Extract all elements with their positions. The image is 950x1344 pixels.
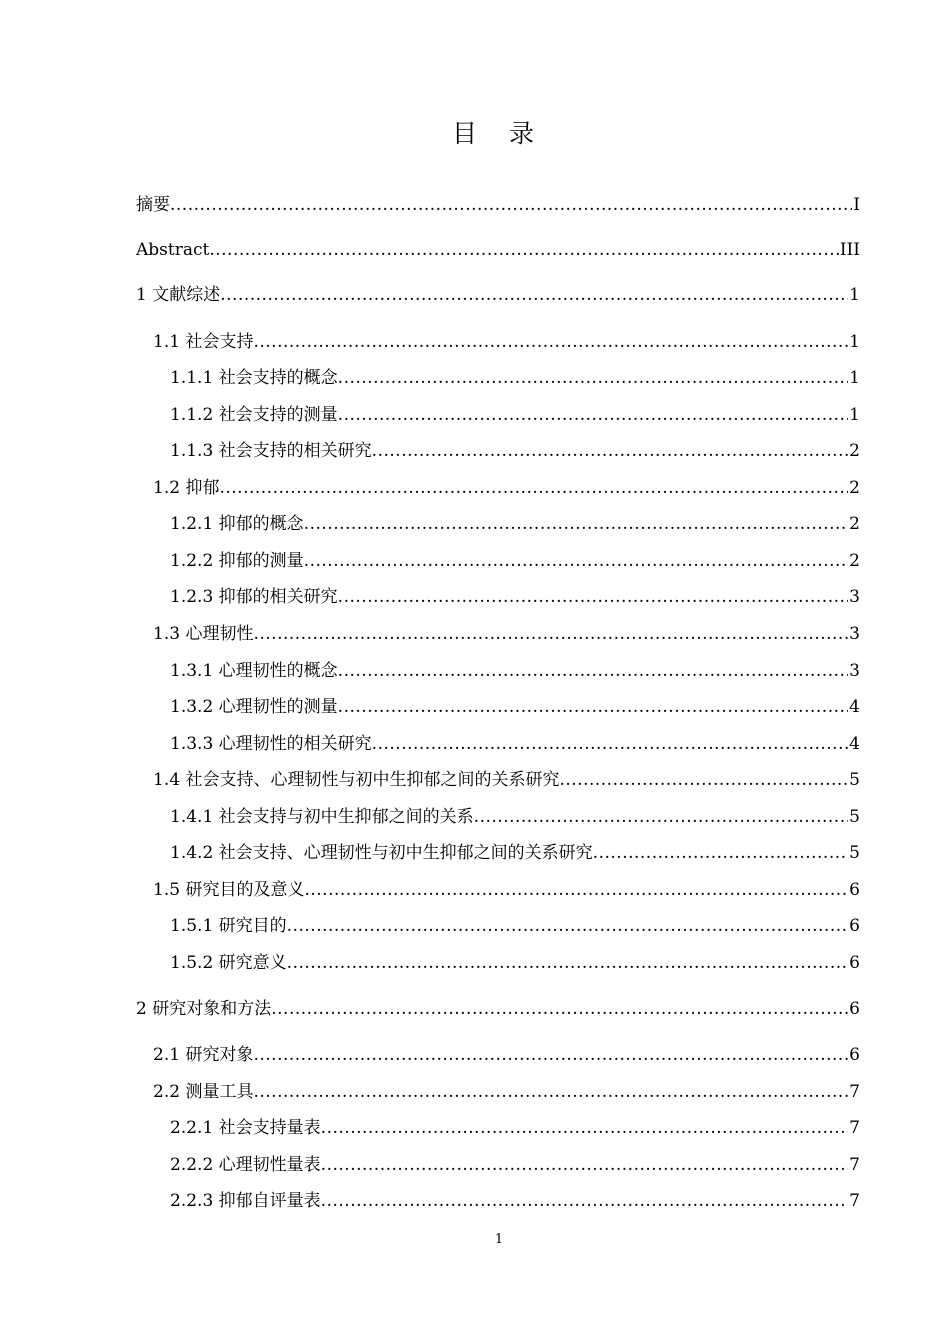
dot-leader [209, 237, 839, 263]
dot-leader [271, 996, 848, 1022]
toc-entry-label: 1.3.1 心理韧性的概念 [170, 661, 338, 681]
toc-entry-label: 1.1.1 社会支持的概念 [170, 368, 338, 388]
dot-leader [372, 731, 849, 757]
dot-leader [321, 1115, 849, 1141]
dot-leader [253, 1079, 848, 1105]
toc-entry-label: 2 研究对象和方法 [136, 999, 272, 1019]
toc-entry-1-4-1[interactable] [170, 804, 860, 830]
dot-leader [474, 804, 849, 830]
toc-entry-page: 6 [849, 1045, 860, 1065]
toc-entry-1-2-2[interactable] [170, 548, 860, 574]
toc-entry-1-3-1[interactable] [170, 658, 860, 684]
dot-leader [559, 767, 848, 793]
toc-entry-1-1-2[interactable] [170, 402, 860, 428]
toc-entry-page: 1 [849, 285, 860, 305]
footer-page-number: 1 [494, 1232, 504, 1247]
toc-entry-page: 1 [849, 405, 860, 425]
dot-leader [593, 840, 849, 866]
dot-leader [321, 1152, 849, 1178]
dot-leader [253, 329, 848, 355]
toc-entry-page: 6 [849, 916, 860, 936]
dot-leader [220, 282, 848, 308]
toc-entry-label: 1.5.2 研究意义 [170, 953, 287, 973]
toc-entry-page: 6 [849, 880, 860, 900]
toc-entry-1-2-1[interactable] [170, 511, 860, 537]
toc-entry-2-2-2[interactable] [170, 1152, 860, 1178]
toc-entry-label: 1.4 社会支持、心理韧性与初中生抑郁之间的关系研究 [153, 770, 560, 790]
dot-leader [321, 1188, 849, 1214]
toc-entry-page: I [853, 195, 860, 215]
toc-entry-label: 摘要 [136, 195, 170, 215]
toc-entry-page: 7 [849, 1082, 860, 1102]
dot-leader [338, 402, 849, 428]
toc-entry-label: 2.2.1 社会支持量表 [170, 1118, 321, 1138]
toc-entry-label: 1.1.2 社会支持的测量 [170, 405, 338, 425]
toc-entry-2-2-3[interactable] [170, 1188, 860, 1214]
toc-entry-page: 7 [849, 1118, 860, 1138]
toc-entry-page: 6 [849, 999, 860, 1019]
toc-entry-label: 1.2.1 抑郁的概念 [170, 514, 304, 534]
toc-entry-label: 1.1 社会支持 [153, 332, 254, 352]
toc-entry-page: 1 [849, 368, 860, 388]
page-title: 目 录 [452, 119, 546, 148]
toc-entry-page: 3 [849, 624, 860, 644]
toc-entry-page: 3 [849, 661, 860, 681]
dot-leader [304, 877, 848, 903]
toc-entry-page: 4 [849, 697, 860, 717]
toc-entry-page: 7 [849, 1191, 860, 1211]
toc-entry-label: 1.3 心理韧性 [153, 624, 254, 644]
toc-entry-label: 2.2.2 心理韧性量表 [170, 1155, 321, 1175]
toc-entry-1-5-2[interactable] [170, 950, 860, 976]
toc-entry-label: 1.5 研究目的及意义 [153, 880, 305, 900]
toc-entry-label: 2.2 测量工具 [153, 1082, 254, 1102]
toc-entry-page: 5 [849, 770, 860, 790]
toc-entry-label: 1.4.2 社会支持、心理韧性与初中生抑郁之间的关系研究 [170, 843, 593, 863]
toc-entry-label: 1.3.2 心理韧性的测量 [170, 697, 338, 717]
toc-entry-1-3[interactable] [153, 621, 860, 647]
toc-entry-page: 7 [849, 1155, 860, 1175]
toc-entry-label: Abstract [136, 240, 210, 260]
toc-entry-chapter-2[interactable] [136, 996, 860, 1022]
dot-leader [253, 1042, 848, 1068]
toc-entry-page: 6 [849, 953, 860, 973]
dot-leader [304, 511, 849, 537]
toc-entry-label: 1.5.1 研究目的 [170, 916, 287, 936]
toc-entry-label: 1.2 抑郁 [153, 478, 220, 498]
toc-entry-1-3-3[interactable] [170, 731, 860, 757]
dot-leader [253, 621, 848, 647]
toc-entry-1-1-1[interactable] [170, 365, 860, 391]
toc-entry-1-2[interactable] [153, 475, 860, 501]
dot-leader [338, 694, 849, 720]
toc-entry-page: 5 [849, 843, 860, 863]
dot-leader [287, 950, 849, 976]
toc-entry-label: 1.3.3 心理韧性的相关研究 [170, 734, 372, 754]
dot-leader [219, 475, 848, 501]
toc-entry-page: 2 [849, 441, 860, 461]
toc-entry-2-2-1[interactable] [170, 1115, 860, 1141]
toc-entry-abstract-en[interactable] [136, 237, 860, 263]
toc-entry-page: 2 [849, 478, 860, 498]
toc-entry-abstract-cn[interactable] [136, 192, 860, 218]
toc-entry-1-2-3[interactable] [170, 584, 860, 610]
toc-entry-page: 3 [849, 587, 860, 607]
toc-entry-2-1[interactable] [153, 1042, 860, 1068]
toc-entry-1-5[interactable] [153, 877, 860, 903]
toc-entry-page: 5 [849, 807, 860, 827]
toc-entry-label: 1.1.3 社会支持的相关研究 [170, 441, 372, 461]
toc-entry-label: 1.2.3 抑郁的相关研究 [170, 587, 338, 607]
toc-entry-1-1-3[interactable] [170, 438, 860, 464]
toc-entry-page: 1 [849, 332, 860, 352]
toc-entry-page: 2 [849, 551, 860, 571]
toc-entry-label: 2.1 研究对象 [153, 1045, 254, 1065]
toc-entry-1-4[interactable] [153, 767, 860, 793]
toc-entry-chapter-1[interactable] [136, 282, 860, 308]
toc-entry-1-1[interactable] [153, 329, 860, 355]
toc-entry-page: 2 [849, 514, 860, 534]
dot-leader [304, 548, 849, 574]
toc-entry-label: 1.2.2 抑郁的测量 [170, 551, 304, 571]
dot-leader [170, 192, 852, 218]
toc-entry-page: III [839, 240, 860, 260]
toc-entry-label: 1 文献综述 [136, 285, 221, 305]
toc-entry-1-3-2[interactable] [170, 694, 860, 720]
toc-entry-1-4-2[interactable] [170, 840, 860, 866]
toc-entry-label: 2.2.3 抑郁自评量表 [170, 1191, 321, 1211]
toc-entry-2-2[interactable] [153, 1079, 860, 1105]
dot-leader [372, 438, 849, 464]
toc-entry-1-5-1[interactable] [170, 913, 860, 939]
toc-entry-page: 4 [849, 734, 860, 754]
dot-leader [338, 584, 849, 610]
dot-leader [338, 365, 849, 391]
dot-leader [287, 913, 849, 939]
dot-leader [338, 658, 849, 684]
toc-entry-label: 1.4.1 社会支持与初中生抑郁之间的关系 [170, 807, 474, 827]
